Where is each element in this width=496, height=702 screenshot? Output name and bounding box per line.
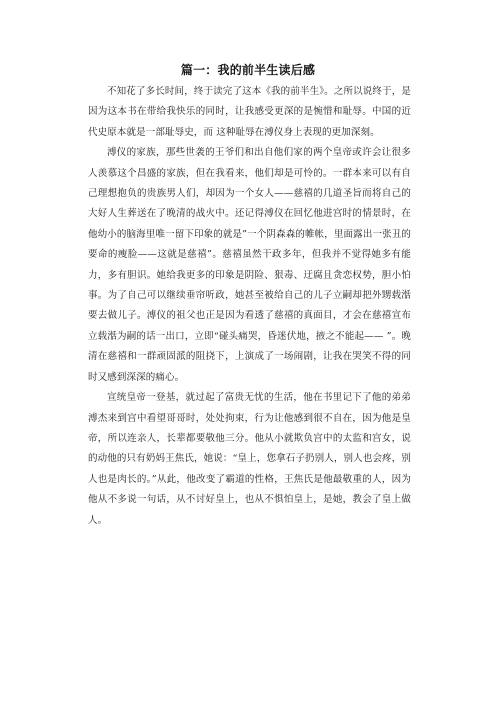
paragraph-3: 宣统皇帝一登基，就过起了富贵无忧的生活，他在书里记下了他的弟弟溥杰来到宫中看望哥哥时，处处拘束，行为让他感到很不自在，因为他是皇帝，所以连亲人，长辈都要敬他三分。他从小就欺负宫中的太监和宫女，说的动他的只有奶妈王焦氏，她说：“皇上，您拿石子扔别人，别人也会疼，别人也是肉长的。”从此，他改变了霸道的性格，王焦氏是他最敬重的人，因为他从不多说一句话，从不讨好皇上，也从不惧怕皇上，是她，教会了皇上做人。 [88,392,411,526]
document-title: 篇一：我的前半生读后感 [180,63,316,77]
paragraph-2: 溥仪的家族，那些世袭的王爷们和出自他们家的两个皇帝或许会让很多人羡慕这个昌盛的家族，但在我看来，他们却是可怜的。一群本来可以有自己理想抱负的贵族男人们，却因为一个女人——慈禧的几道圣旨而将自己的大好人生葬送在了晚清的战火中。还记得溥仪在回忆他进宫时的情景时，在他幼小的脑海里唯一留下印象的就是”一个阴森森的帷帐，里面露出一张丑的要命的瘦脸——这就是慈禧”。慈禧虽然干政多年，但我并不觉得她多有能力，多有胆识。她给我更多的印象是阴险、狠毒、迂腐且贪恋权势，胆小怕事。为了自己可以继续垂帘听政，她甚至被给自己的儿子立嗣却把外甥载湉要去做儿子。溥仪的祖父也正是因为看透了慈禧的真面目，才会在慈禧宣布立载湉为嗣的话一出口，立即“碰头痛哭，昏迷伏地，掖之不能起—— ”。晚清在慈禧和一群顽固派的阻挠下，上演成了一场闹剧，让我在哭笑不得的同时又感到深深的痛心。 [88,147,411,383]
document-body [88,82,411,531]
paragraph-1: 不知花了多长时间，终于读完了这本《我的前半生》。之所以说终于，是因为这本书在带给我快乐的同时，让我感受更深的是惋惜和耻辱。中国的近代史原本就是一部耻辱史，而 这种耻辱在溥仪身上表现的更加深刻。 [88,86,411,138]
